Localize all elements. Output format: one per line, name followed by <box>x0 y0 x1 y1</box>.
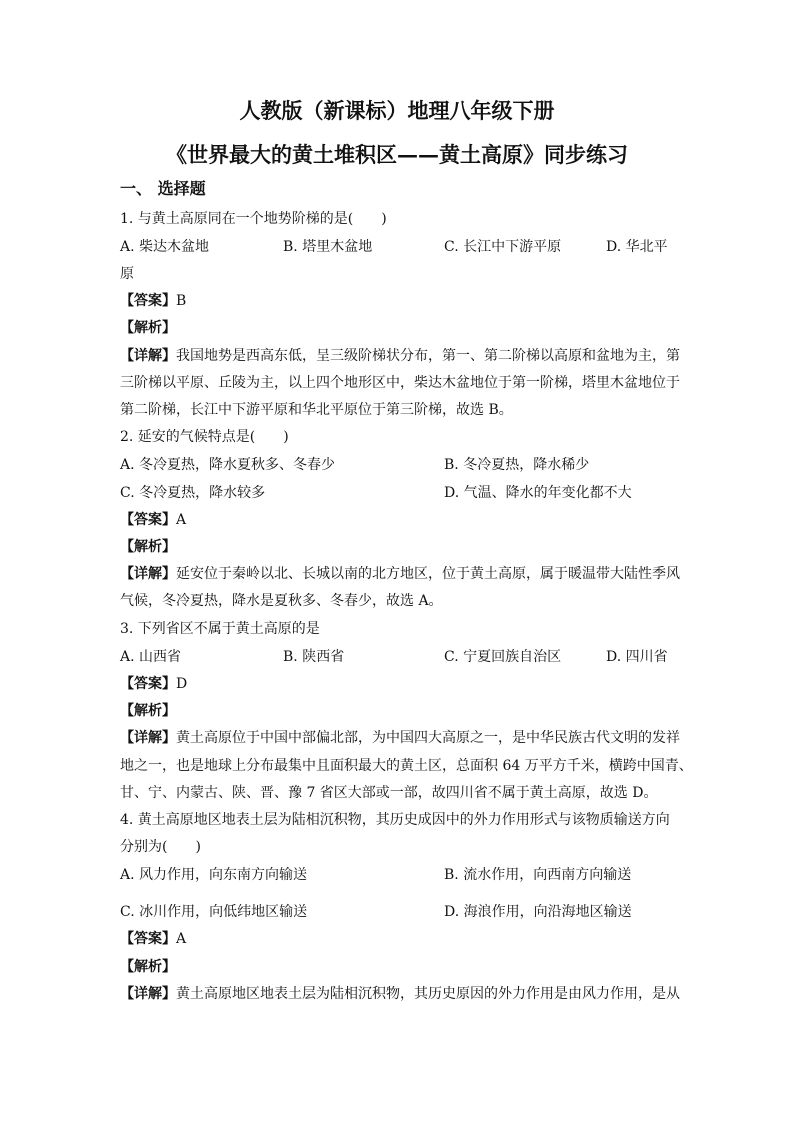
question-4-answer <box>120 929 680 949</box>
option-d: D. 华北平 <box>606 239 668 255</box>
question-2-answer <box>120 510 680 530</box>
detail-text: 黄土高原地区地表土层为陆相沉积物，其历史原因的外力作用是由风力作用，是从 <box>176 986 680 1002</box>
question-1-detail-line-2: 三阶梯以平原、丘陵为主，以上四个地形区中，柴达木盆地位于第一阶梯，塔里木盆地位于 <box>120 375 680 391</box>
answer-tag: 【答案】 <box>120 512 176 528</box>
answer-value: A <box>176 512 187 528</box>
answer-tag: 【答案】 <box>120 931 176 947</box>
detail-text: 黄土高原位于中国中部偏北部，为中国四大高原之一，是中华民族古代文明的发祥 <box>176 730 680 746</box>
option-a: A. 山西省 <box>120 649 182 665</box>
question-3-stem: 3. 下列省区不属于黄土高原的是 <box>120 621 320 637</box>
option-b: B. 流水作用，向西南方向输送 <box>444 867 632 883</box>
question-3-detail-line-1 <box>120 728 680 748</box>
detail-tag: 【详解】 <box>120 348 176 364</box>
option-c: C. 冬冷夏热，降水较多 <box>120 485 266 501</box>
option-b: B. 塔里木盆地 <box>283 239 373 255</box>
option-d-wrap: 原 <box>120 266 134 282</box>
option-d: D. 四川省 <box>606 649 668 665</box>
detail-tag: 【详解】 <box>120 730 176 746</box>
document-subtitle: 《世界最大的黄土堆积区——黄土高原》同步练习 <box>166 142 628 167</box>
detail-text: 我国地势是西高东低，呈三级阶梯状分布，第一、第二阶梯以高原和盆地为主，第 <box>176 348 680 364</box>
question-1-detail-line-1 <box>120 346 680 366</box>
option-c: C. 长江中下游平原 <box>444 239 562 255</box>
option-b: B. 冬冷夏热，降水稀少 <box>444 457 590 473</box>
option-a: A. 冬冷夏热，降水夏秋多、冬春少 <box>120 457 336 473</box>
question-4-stem-line-2: 分别为( ) <box>120 839 201 855</box>
answer-value: A <box>176 931 187 947</box>
question-3-detail-line-2: 地之一，也是地球上分布最集中且面积最大的黄土区，总面积 64 万平方千米，横跨中国青、 <box>120 758 693 774</box>
question-1-detail-line-3: 第二阶梯，长江中下游平原和华北平原位于第三阶梯，故选 B。 <box>120 402 513 418</box>
question-1-stem: 1. 与黄土高原同在一个地势阶梯的是( ) <box>120 211 387 227</box>
question-4-detail-line-1 <box>120 984 680 1004</box>
answer-value: D <box>176 676 188 692</box>
document-title: 人教版（新课标）地理八年级下册 <box>239 98 555 123</box>
option-d: D. 气温、降水的年变化都不大 <box>444 485 632 501</box>
section-heading: 一、 选择题 <box>120 179 206 198</box>
question-2-stem: 2. 延安的气候特点是( ) <box>120 429 289 445</box>
question-3-answer <box>120 674 680 694</box>
question-1-analysis-tag: 【解析】 <box>120 320 176 336</box>
question-3-analysis-tag: 【解析】 <box>120 703 176 719</box>
question-4-analysis-tag: 【解析】 <box>120 959 176 975</box>
option-b: B. 陕西省 <box>283 649 345 665</box>
detail-tag: 【详解】 <box>120 986 176 1002</box>
question-3-detail-line-3: 甘、宁、内蒙古、陕、晋、豫 7 省区大部或一部，故四川省不属于黄土高原，故选 D。 <box>120 785 658 801</box>
option-a: A. 风力作用，向东南方向输送 <box>120 867 308 883</box>
answer-tag: 【答案】 <box>120 293 176 309</box>
question-4-stem-line-1: 4. 黄土高原地区地表土层为陆相沉积物，其历史成因中的外力作用形式与该物质输送方向 <box>120 812 670 828</box>
detail-tag: 【详解】 <box>120 566 176 582</box>
option-c: C. 冰川作用，向低纬地区输送 <box>120 904 308 920</box>
question-1-answer <box>120 291 680 311</box>
answer-value: B <box>176 293 187 309</box>
option-a: A. 柴达木盆地 <box>120 239 210 255</box>
question-2-detail-line-1 <box>120 564 680 584</box>
question-2-analysis-tag: 【解析】 <box>120 539 176 555</box>
question-2-detail-line-2: 气候，冬冷夏热，降水是夏秋多、冬春少，故选 A。 <box>120 593 443 609</box>
option-c: C. 宁夏回族自治区 <box>444 649 562 665</box>
answer-tag: 【答案】 <box>120 676 176 692</box>
option-d: D. 海浪作用，向沿海地区输送 <box>444 904 632 920</box>
detail-text: 延安位于秦岭以北、长城以南的北方地区，位于黄土高原，属于暖温带大陆性季风 <box>176 566 680 582</box>
